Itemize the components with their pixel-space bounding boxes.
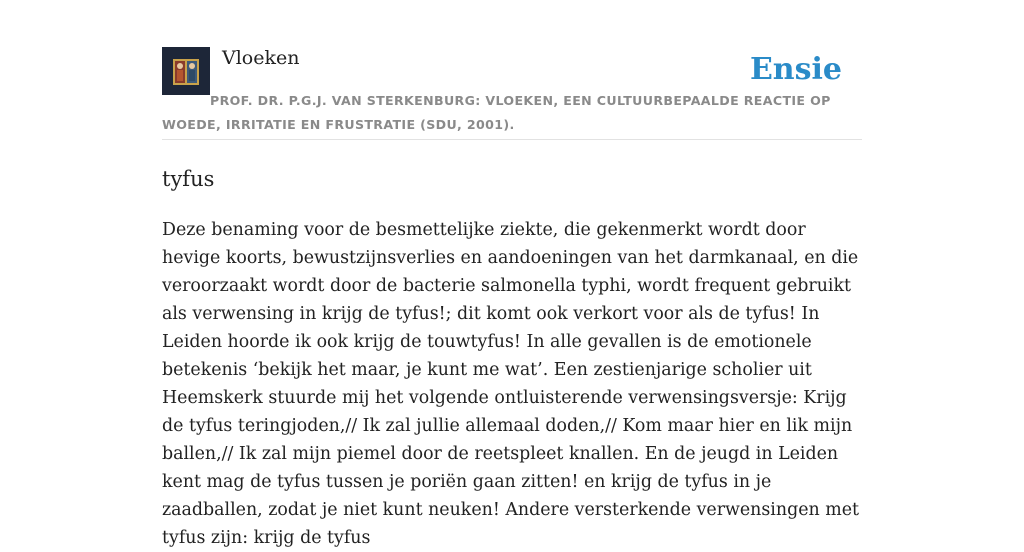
brand-logo[interactable]: Ensie [749, 52, 842, 87]
collection-avatar[interactable] [162, 47, 210, 95]
collection-title[interactable]: Vloeken [222, 47, 300, 69]
entry-card [162, 0, 862, 548]
entry-body: Deze benaming voor de besmettelijke ziekte, die gekenmerkt wordt door hevige koorts, bewustzijnsverlies en aandoeningen van het darmkanaal, en die veroorzaakt wordt door de bacterie salmonella typhi, wordt frequent gebruikt als verwensing in krijg de tyfus!; dit komt ook verkort voor als de tyfus! In Leiden hoorde ik ook krijg de touwtyfus! In alle gevallen is de emotionele betekenis ‘bekijk het maar, je kunt me wat’. Een zestienjarige scholier uit Heemskerk stuurde mij het volgende ontluisterende verwensingsversje: Krijg de tyfus teringjoden,// Ik zal jullie allemaal doden,// Kom maar hier en lik mijn ballen,// Ik zal mijn piemel door de reetspleet knallen. En de jeugd in Leiden kent mag de tyfus tussen je poriën gaan zitten! en krijg de tyfus in je zaadballen, zodat je niet kunt neuken! Andere versterkende verwensingen met tyfus zijn: krijg de tyfus [162, 220, 859, 548]
book-cover-icon [162, 47, 210, 95]
entry-title: tyfus [162, 167, 215, 191]
collection-source: PROF. DR. P.G.J. VAN STERKENBURG: VLOEKEN, EEN CULTUURBEPAALDE REACTIE OP WOEDE, IRRITATIE EN FRUSTRATIE (SDU, 2001). [162, 93, 831, 132]
header-divider [162, 139, 862, 140]
